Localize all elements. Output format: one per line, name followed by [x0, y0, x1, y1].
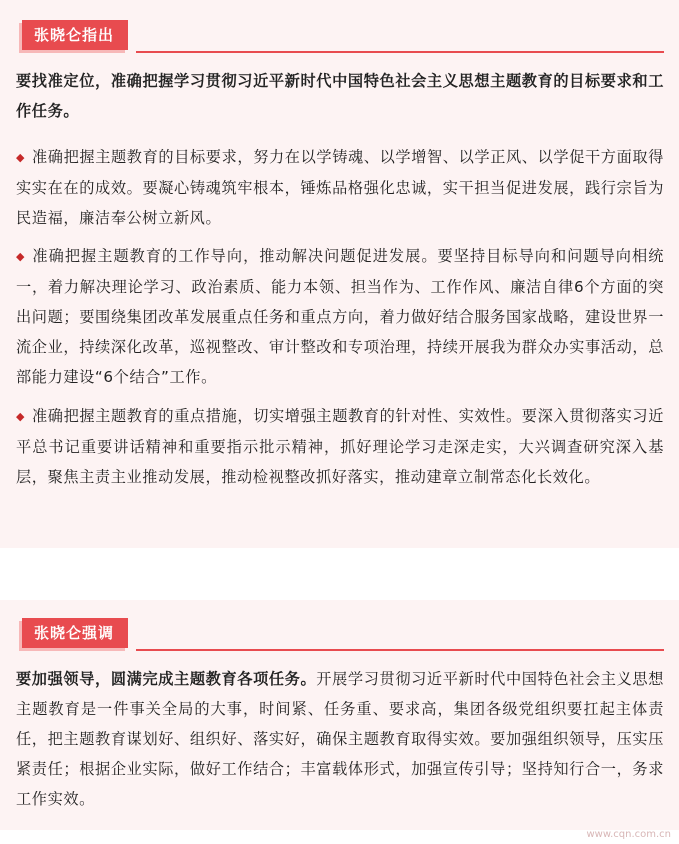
- diamond-bullet-icon: ◆: [16, 150, 26, 164]
- section-lead: 要加强领导，圆满完成主题教育各项任务。: [16, 670, 317, 688]
- section-header: [0, 20, 679, 60]
- diamond-bullet-icon: ◆: [16, 249, 26, 263]
- section-body-text: 开展学习贯彻习近平新时代中国特色社会主义思想主题教育是一件事关全局的大事，时间紧、任务重、要求高，集团各级党组织要扛起主体责任，把主题教育谋划好、组织好、落实好，确保主题教育取得实效。要加强组织领导，压实压紧责任；根据企业实际，做好工作结合；丰富载体形式，加强宣传引导；坚持知行合一，务求工作实效。: [16, 670, 664, 808]
- list-item: [16, 401, 664, 492]
- list-item-text: 准确把握主题教育的目标要求，努力在以学铸魂、以学增智、以学正风、以学促干方面取得实实在在的成效。要凝心铸魂筑牢根本，锤炼品格强化忠诚，实干担当促进发展，践行宗旨为民造福，廉洁奉公树立新风。: [16, 148, 664, 227]
- list-item-text: 准确把握主题教育的重点措施，切实增强主题教育的针对性、实效性。要深入贯彻落实习近平总书记重要讲话精神和重要指示批示精神，抓好理论学习走深走实，大兴调查研究深入基层，聚焦主责主业推动发展，推动检视整改抓好落实，推动建章立制常态化长效化。: [16, 407, 664, 486]
- watermark: www.cqn.com.cn: [586, 829, 671, 840]
- header-divider: [136, 649, 664, 651]
- section-body: [16, 664, 664, 814]
- diamond-bullet-icon: ◆: [16, 409, 26, 423]
- section-tag: 张晓仑强调: [22, 618, 128, 648]
- header-divider: [136, 51, 664, 53]
- list-item: [16, 241, 664, 392]
- section-header: [0, 618, 679, 658]
- section-card-emphasis: [0, 600, 679, 830]
- section-lead: 要找准定位，准确把握学习贯彻习近平新时代中国特色社会主义思想主题教育的目标要求和工作任务。: [16, 72, 664, 120]
- list-item: [16, 142, 664, 233]
- section-tag: 张晓仑指出: [22, 20, 128, 50]
- list-item-text: 准确把握主题教育的工作导向，推动解决问题促进发展。要坚持目标导向和问题导向相统一，着力解决理论学习、政治素质、能力本领、担当作为、工作作风、廉洁自律6个方面的突出问题；要围绕集团改革发展重点任务和重点方向，着力做好结合服务国家战略，建设世界一流企业，持续深化改革，巡视整改、审计整改和专项治理，持续开展我为群众办实事活动，总部能力建设“6个结合”工作。: [16, 247, 664, 386]
